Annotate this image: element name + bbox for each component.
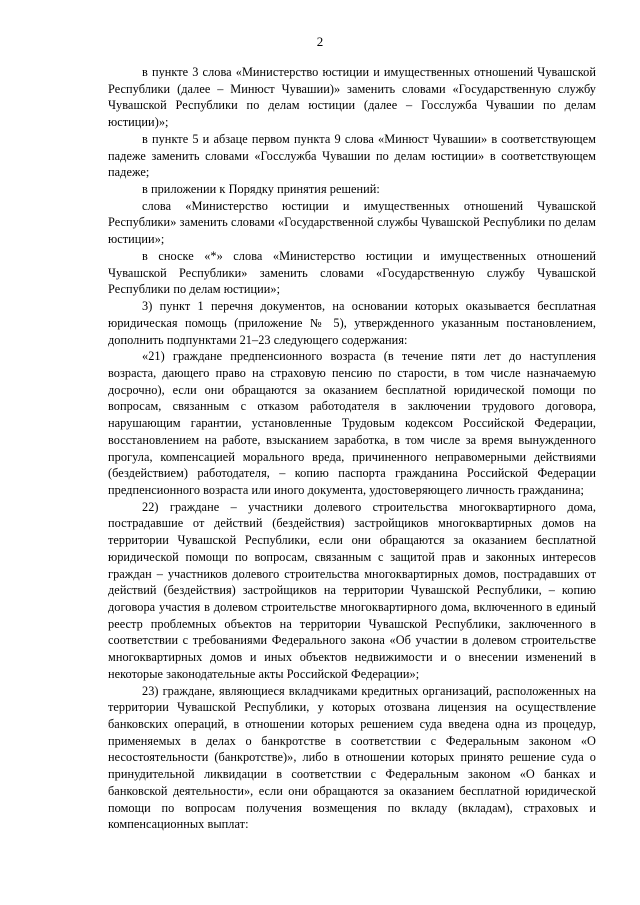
paragraph-subitem-23: 23) граждане, являющиеся вкладчиками кредитных организаций, расположенных на территории Чувашской Республики, у которых отозвана лицензия на осуществление банковских операций, в отношении которых решением суда введена одна из процедур, применяемых в делах о банкротстве в соответствии с Федеральным законом «О несостоятельности (банкротстве)», либо в отношении которых принято решение суда о принудительной ликвидации в соответствии с Федеральным законом «О банках и банковской деятельности», если они обращаются за оказанием бесплатной юридической помощи по вопросам получения возмещения по вкладу (вкладам), страховых и компенсационных выплат:	[108, 683, 596, 832]
page-number: 2	[316, 34, 324, 49]
document-body	[108, 64, 596, 833]
paragraph-appendix-words: слова «Министерство юстиции и имущественных отношений Чувашской Республики» заменить словами «Государственной службы Чувашской Республики по делам юстиции»;	[108, 198, 596, 247]
paragraph-appendix-intro: в приложении к Порядку принятия решений:	[142, 182, 380, 197]
paragraph-item-3-wording: в пункте 3 слова «Министерство юстиции и имущественных отношений Чувашской Республики (далее – Минюст Чувашии)» заменить словами «Государственную службу Чувашской Республики по делам юстиции (далее – Госслужба Чувашии по делам юстиции)»;	[108, 65, 596, 130]
paragraph-subitem-22: 22) граждане – участники долевого строительства многоквартирного дома, пострадавшие от действий (бездействия) застройщиков многоквартирных домов на территории Чувашской Республики, если они обращаются за оказанием бесплатной юридической помощи по вопросам, связанным с защитой прав и законных интересов граждан – участников долевого строительства многоквартирных домов, пострадавших от действий (бездействия) застройщиков на территории Чувашской Республики, – копию договора участия в долевом строительстве многоквартирного дома, включенного в единый реестр проблемных объектов на территории Чувашской Республики, заключенного в соответствии с требованиями Федерального закона «Об участии в долевом строительстве многоквартирных домов и иных объектов недвижимости и о внесении изменений в некоторые законодательные акты Российской Федерации»;	[108, 499, 596, 681]
paragraph-amendment-3: 3) пункт 1 перечня документов, на основании которых оказывается бесплатная юридическая помощь (приложение № 5), утвержденного указанным постановлением, дополнить подпунктами 21–23 следующего содержания:	[108, 299, 596, 347]
paragraph-subitem-21: «21) граждане предпенсионного возраста (в течение пяти лет до наступления возраста, дающего право на страховую пенсию по старости, в том числе назначаемую досрочно), если они обращаются за оказанием бесплатной юридической помощи по вопросам, связанным с отказом работодателя в заключении трудового договора, нарушающим гарантии, установленные Трудовым кодексом Российской Федерации, восстановлением на работе, взысканием заработка, в том числе за время вынужденного прогула, компенсацией морального вреда, причиненного неправомерными действиями (бездействием) работодателя, – копию паспорта гражданина Российской Федерации предпенсионного возраста или иного документа, удостоверяющего личность гражданина;	[108, 349, 596, 497]
paragraph-footnote-words: в сноске «*» слова «Министерство юстиции и имущественных отношений Чувашской Республики» заменить словами «Государственную службу Чувашской Республики по делам юстиции»;	[108, 248, 596, 297]
paragraph-item-5-9-wording: в пункте 5 и абзаце первом пункта 9 слова «Минюст Чувашии» в соответствующем падеже заменить словами «Госслужба Чувашии по делам юстиции» в соответствующем падеже;	[108, 131, 596, 180]
